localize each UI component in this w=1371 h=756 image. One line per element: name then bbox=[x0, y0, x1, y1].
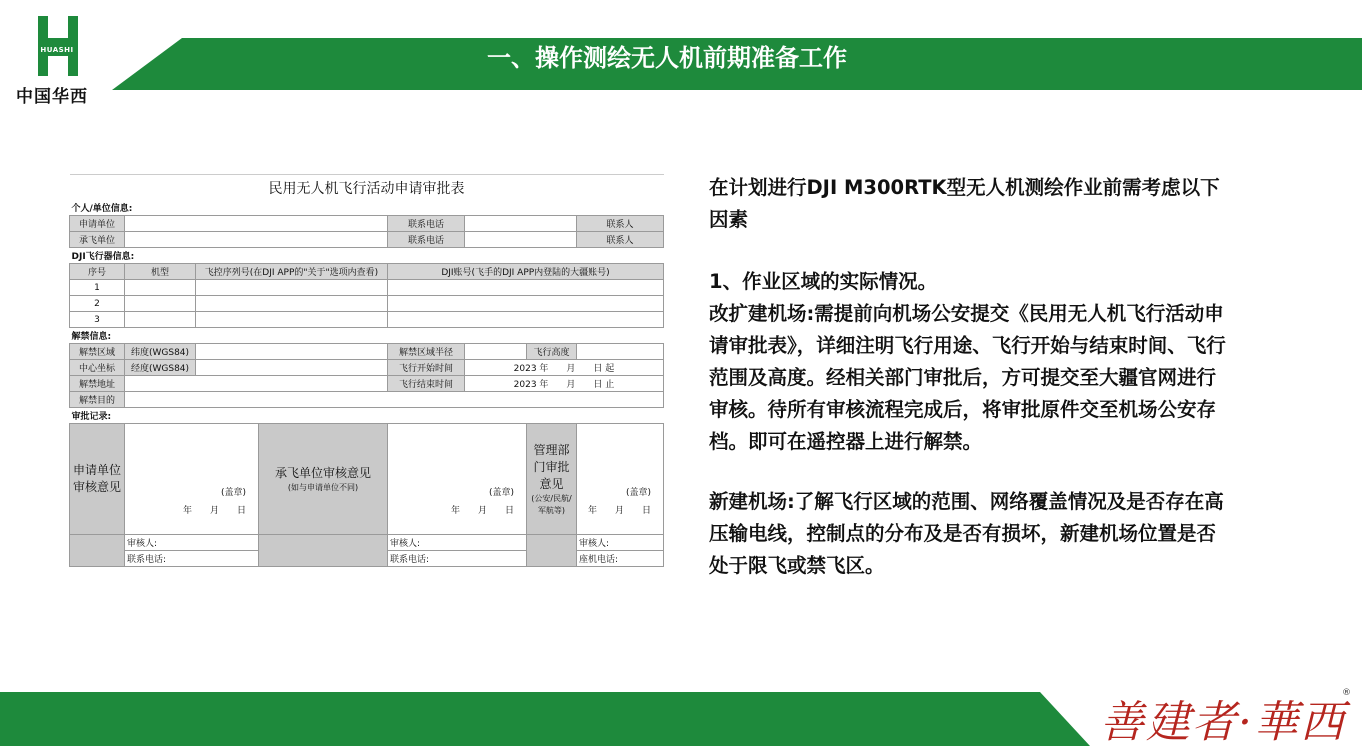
label-center: 中心坐标 bbox=[70, 360, 125, 376]
label-start-time: 飞行开始时间 bbox=[388, 360, 465, 376]
form-title: 民用无人机飞行活动申请审批表 bbox=[70, 175, 664, 201]
company-logo bbox=[16, 16, 98, 106]
phone-1: 联系电话: bbox=[125, 551, 259, 567]
logo-brand-cn: 中国华西 bbox=[16, 87, 88, 107]
label-fly-unit: 承飞单位 bbox=[70, 232, 125, 248]
opinion-fly-unit: 承飞单位审核意见 (如与申请单位不同) bbox=[259, 424, 388, 535]
label-contact-phone-2: 联系电话 bbox=[388, 232, 465, 248]
label-unlock-area: 解禁区域 bbox=[70, 344, 125, 360]
label-lat: 纬度(WGS84) bbox=[125, 344, 196, 360]
section-approve: 审批记录: bbox=[71, 412, 112, 422]
col-no: 序号 bbox=[70, 264, 125, 280]
logo-brand-en: HUASHI bbox=[40, 46, 74, 54]
phone-2: 联系电话: bbox=[388, 551, 527, 567]
para-renovation: 改扩建机场:需提前向机场公安提交《民用无人机飞行活动申请审批表》，详细注明飞行用途、飞行开始与结束时间、飞行范围及高度。经相关部门审批后，方可提交至大疆官网进行审核。待所有审核流程完成后，将审批原件交至机场公安存档。即可在遥控器上进行解禁。 bbox=[709, 302, 1226, 453]
label-address: 解禁地址 bbox=[70, 376, 125, 392]
row-no-3: 3 bbox=[70, 312, 125, 328]
body-text bbox=[709, 172, 1229, 582]
col-model: 机型 bbox=[125, 264, 196, 280]
registered-mark: ® bbox=[1342, 688, 1351, 698]
row-no-1: 1 bbox=[70, 280, 125, 296]
section-unlock: 解禁信息: bbox=[71, 332, 112, 342]
opinion-box-1: (盖章) 年 月 日 bbox=[125, 424, 259, 535]
label-contact-person-2: 联系人 bbox=[577, 232, 664, 248]
label-contact-person: 联系人 bbox=[577, 216, 664, 232]
section-dji: DJI飞行器信息: bbox=[71, 252, 135, 262]
label-height: 飞行高度 bbox=[527, 344, 577, 360]
label-apply-unit: 申请单位 bbox=[70, 216, 125, 232]
label-lon: 经度(WGS84) bbox=[125, 360, 196, 376]
item-1: 1、作业区域的实际情况。 bbox=[709, 270, 938, 293]
page-title: 一、操作测绘无人机前期准备工作 bbox=[487, 44, 847, 72]
body-heading: 在计划进行DJI M300RTK型无人机测绘作业前需考虑以下因素 bbox=[709, 176, 1220, 231]
section-personal: 个人/单位信息: bbox=[71, 204, 133, 214]
label-radius: 解禁区域半径 bbox=[388, 344, 465, 360]
opinion-authority: 管理部门审批意见 (公安/民航/军航等) bbox=[527, 424, 577, 535]
col-serial: 飞控序列号(在DJI APP的"关于"选项内查看) bbox=[196, 264, 388, 280]
opinion-box-3: (盖章) 年 月 日 bbox=[577, 424, 664, 535]
row-no-2: 2 bbox=[70, 296, 125, 312]
para-new-airport: 新建机场:了解飞行区域的范围、网络覆盖情况及是否存在高压输电线，控制点的分布及是否有损坏，新建机场位置是否处于限飞或禁飞区。 bbox=[709, 490, 1224, 577]
reviewer-3: 审核人: bbox=[577, 535, 664, 551]
footer-slogan: 善建者·華西 bbox=[1100, 697, 1346, 748]
application-form-image bbox=[69, 174, 663, 565]
reviewer-2: 审核人: bbox=[388, 535, 527, 551]
label-contact-phone: 联系电话 bbox=[388, 216, 465, 232]
reviewer-1: 审核人: bbox=[125, 535, 259, 551]
label-end-time: 飞行结束时间 bbox=[388, 376, 465, 392]
opinion-apply-unit: 申请单位审核意见 bbox=[70, 424, 125, 535]
landline-3: 座机电话: bbox=[577, 551, 664, 567]
col-account: DJI账号(飞手的DJI APP内登陆的大疆账号) bbox=[388, 264, 664, 280]
opinion-box-2: (盖章) 年 月 日 bbox=[388, 424, 527, 535]
title-banner bbox=[112, 38, 1362, 90]
end-date-value: 2023 年 月 日 止 bbox=[465, 376, 664, 392]
label-purpose: 解禁目的 bbox=[70, 392, 125, 408]
start-date-value: 2023 年 月 日 起 bbox=[465, 360, 664, 376]
